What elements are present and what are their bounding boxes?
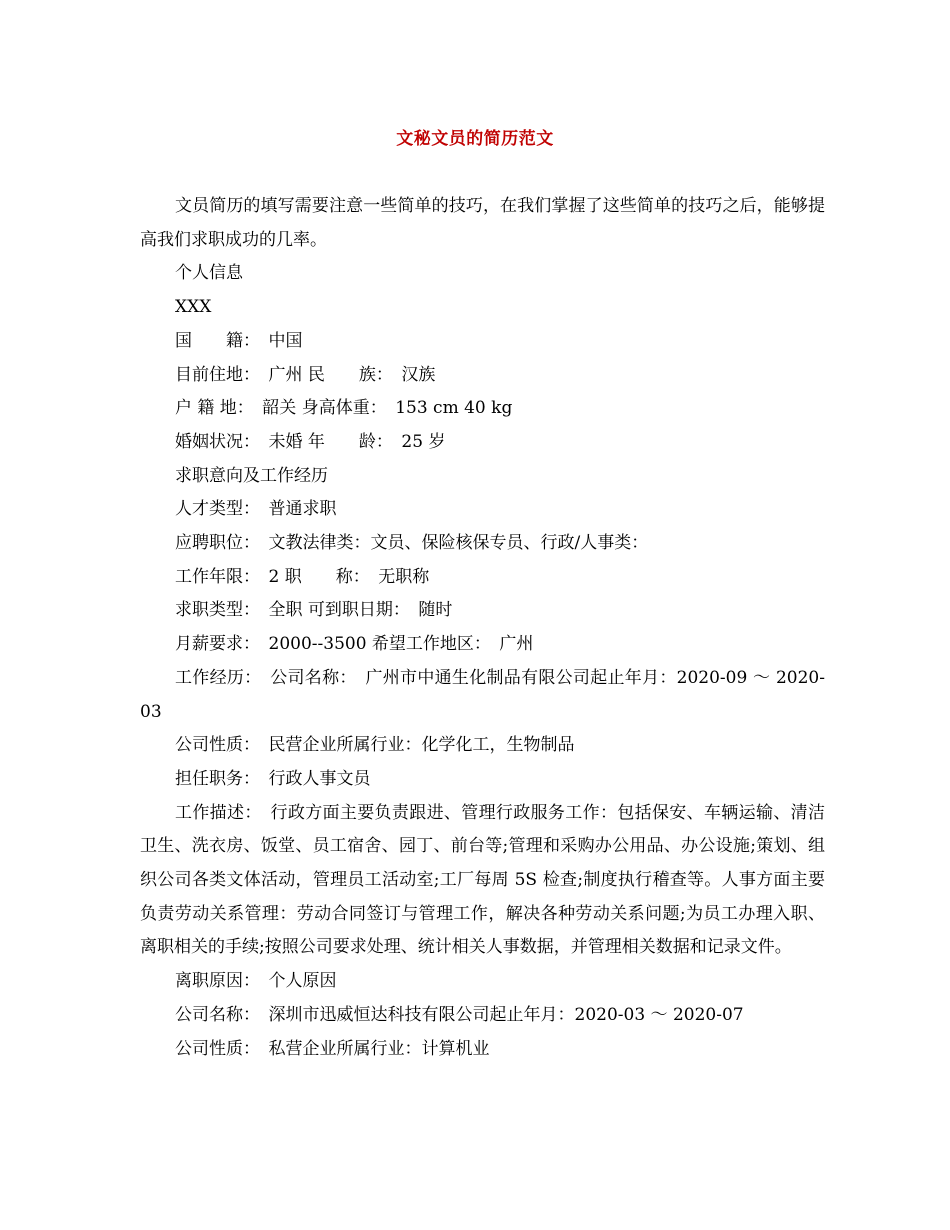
- applied-position-line: 应聘职位： 文教法律类：文员、保险核保专员、行政/人事类：: [175, 533, 649, 554]
- nationality-line: 国 籍： 中国: [175, 330, 303, 351]
- work-experience-paragraph: 工作经历： 公司名称： 广州市中通生化制品有限公司起止年月：2020-09 ～ 2020-03: [140, 667, 825, 722]
- document-title: 文秘文员的简历范文: [396, 129, 554, 149]
- leave-reason-line: 离职原因： 个人原因: [175, 971, 337, 992]
- section-heading-personal-info: 个人信息: [175, 263, 243, 284]
- section-heading-job-intent: 求职意向及工作经历: [175, 465, 328, 486]
- hometown-height-weight-line: 户 籍 地： 韶关 身高体重： 153 cm 40 kg: [175, 398, 513, 419]
- name-line: XXX: [175, 297, 212, 318]
- marital-age-line: 婚姻状况： 未婚 年 龄： 25 岁: [175, 431, 446, 452]
- job-role-line: 担任职务： 行政人事文员: [175, 768, 371, 789]
- document-body: [140, 190, 825, 1066]
- company-name-line-2: 公司名称： 深圳市迅威恒达科技有限公司起止年月：2020-03 ～ 2020-07: [175, 1004, 744, 1025]
- salary-location-line: 月薪要求： 2000--3500 希望工作地区： 广州: [175, 634, 534, 655]
- residence-ethnicity-line: 目前住地： 广州 民 族： 汉族: [175, 364, 436, 385]
- work-description-paragraph: 工作描述： 行政方面主要负责跟进、管理行政服务工作：包括保安、车辆运输、清洁卫生、洗衣房、饭堂、员工宿舍、园丁、前台等;管理和采购办公用品、办公设施;策划、组织公司各类文体活动，管理员工活动室;工厂每周 5S 检查;制度执行稽查等。人事方面主要负责劳动关系管理：劳动合同签订与管理工作，解决各种劳动关系问题;为员工办理入职、离职相关的手续;按照公司要求处理、统计相关人事数据，并管理相关数据和记录文件。: [140, 802, 825, 958]
- intro-paragraph: 文员简历的填写需要注意一些简单的技巧，在我们掌握了这些简单的技巧之后，能够提高我们求职成功的几率。: [140, 196, 825, 250]
- job-type-line: 求职类型： 全职 可到职日期： 随时: [175, 600, 453, 621]
- talent-type-line: 人才类型： 普通求职: [175, 499, 337, 520]
- years-title-line: 工作年限： 2 职 称： 无职称: [175, 566, 430, 587]
- company-nature-line: 公司性质： 民营企业所属行业：化学化工，生物制品: [175, 735, 575, 756]
- company-nature-line-2: 公司性质： 私营企业所属行业：计算机业: [175, 1038, 490, 1059]
